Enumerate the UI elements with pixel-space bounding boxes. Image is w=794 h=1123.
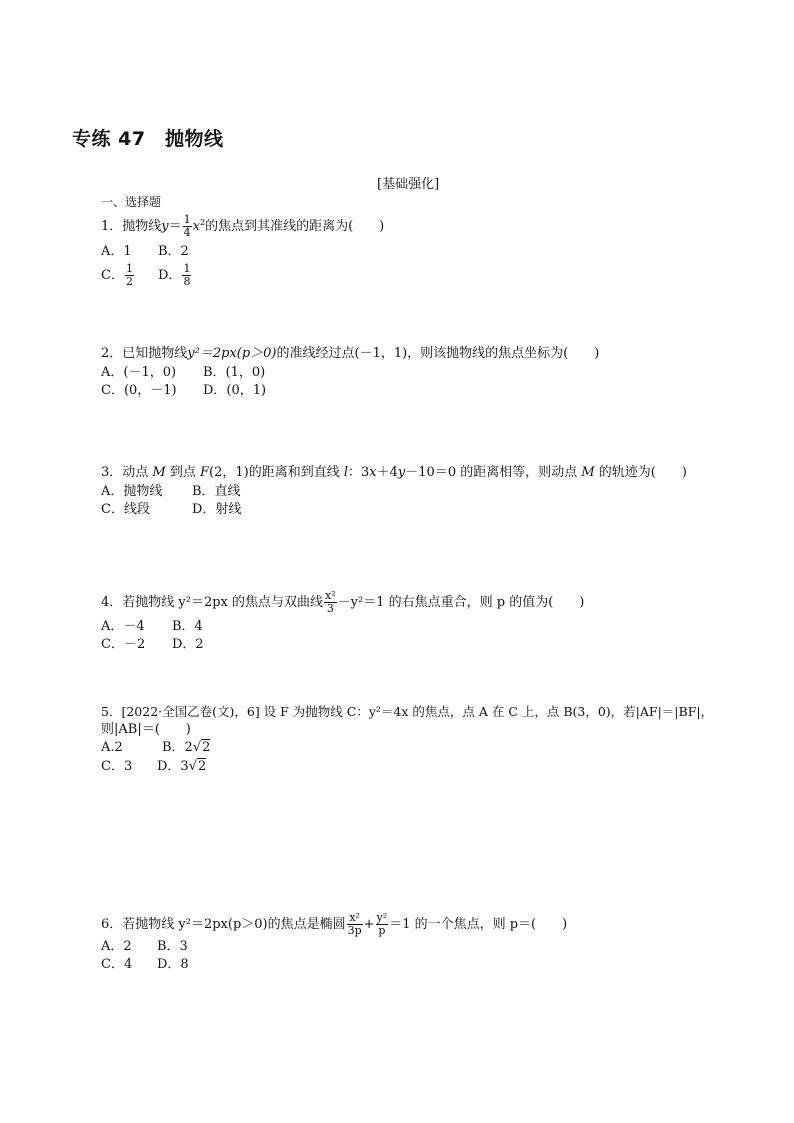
q3-text-a: 3．动点 [101,465,153,480]
q6-option-c: C．4 [101,957,133,972]
q1-exp: 2 [200,218,206,227]
section-label: [基础强化] [377,177,440,192]
q1-option-d-den: 8 [183,275,191,288]
q5-option-c: C．3 [101,759,133,774]
q3-text-f: ＋4 [376,465,398,480]
q1-frac-num: 1 [183,213,191,226]
q3-option-a: A．抛物线 [101,484,163,499]
q4-frac-num: x² [325,589,336,602]
q4-frac-den: 3 [326,602,334,615]
q3-text-c: (2，1)的距离和到直线 [209,465,344,480]
q6-option-b: B．3 [157,939,188,954]
q5-option-d-sqrt: √2 [188,759,207,774]
q2-equation: y²＝2px(p＞0) [187,346,277,361]
q5-option-b [162,739,210,757]
q5-option-b-sqrt: √2 [192,740,211,755]
q3-var-l: l [343,465,349,480]
q6-suffix: ＝1 的一个焦点，则 p＝( ) [389,917,568,932]
q6-option-a: A．2 [101,939,132,954]
q1-x: x [192,219,200,234]
q3-var-x: x [369,465,377,480]
q1-prefix: 1．抛物线 [101,219,162,234]
q3-var-y: y [397,465,406,480]
q1-option-d-frac [182,263,191,288]
q1-option-c-label: C． [101,268,124,283]
q4-option-b: B．4 [172,619,203,634]
q3-option-c: C．线段 [101,502,150,517]
q1-option-d-num: 1 [183,262,191,275]
q4-prefix: 4．若抛物线 y²＝2px 的焦点与双曲线 [101,595,324,610]
question-2 [101,345,599,363]
q2-option-c: C．(0，－1) [101,383,177,398]
q2-option-a: A．(－1，0) [101,365,177,380]
q3-option-b: B．直线 [192,484,241,499]
q4-option-a: A．－4 [101,619,145,634]
q5-option-a: A.2 [101,740,123,755]
q4-fraction [324,590,337,615]
q6-plus: + [363,917,375,932]
q2-prefix: 2．已知抛物线 [101,346,188,361]
question-6 [101,912,567,937]
subsection-heading: 一、选择题 [101,195,162,209]
q6-frac1-num: x² [347,912,363,925]
q3-var-m: M [152,465,166,480]
q1-option-a: A．1 [101,244,132,259]
q3-text-i: 的轨迹为( ) [594,465,687,480]
q4-option-d: D．2 [172,637,204,652]
question-4 [101,590,584,615]
q3-text-h: －10＝0 的距离相等，则动点 [405,465,582,480]
q3-text-d: ：3 [348,465,370,480]
q1-suffix: 的焦点到其准线的距离为( ) [205,219,385,234]
q6-frac2-num: y² [376,911,388,924]
q3-var-m2: M [581,465,595,480]
q2-suffix: 的准线经过点(－1，1)，则该抛物线的焦点坐标为( ) [276,346,600,361]
q2-option-b: B．(1，0) [203,365,266,380]
q3-option-d: D．射线 [192,502,242,517]
q6-frac1-den: 3p [347,924,362,937]
q4-option-c: C．－2 [101,637,146,652]
question-5-line-2: 则|AB|＝( ) [101,722,191,737]
q6-frac2-den: p [378,924,386,937]
q1-fraction [183,214,192,239]
q1-option-c [101,263,135,288]
q6-option-d: D．8 [157,957,189,972]
q1-option-c-num: 1 [125,262,133,275]
page-title: 专练 47 抛物线 [72,128,224,150]
question-1 [101,214,384,239]
q3-text-b: 到点 [165,465,200,480]
q3-var-f: F [199,465,210,480]
q1-frac-den: 4 [183,226,191,239]
q1-eq: ＝ [168,219,182,234]
q5-option-b-rad: 2 [202,740,211,755]
q5-option-d-label: D．3 [157,759,189,774]
q4-suffix: －y²＝1 的右焦点重合，则 p 的值为( ) [337,595,585,610]
q1-option-d-label: D． [158,268,182,283]
question-5-line-1: 5．[2022·全国乙卷(文)，6] 设 F 为抛物线 C：y²＝4x 的焦点，点 A 在 C 上，点 B(3，0)，若|AF|＝|BF|， [101,704,714,719]
q6-prefix: 6．若抛物线 y²＝2px(p＞0)的焦点是椭圆 [101,917,346,932]
q1-option-d [158,263,192,288]
q6-fraction-1 [347,912,363,937]
q1-option-c-den: 2 [125,275,133,288]
q1-var: y [161,219,169,234]
q5-option-d-rad: 2 [198,759,207,774]
q1-option-c-frac [125,263,134,288]
q5-option-b-label: B．2 [162,740,193,755]
question-3 [101,464,687,482]
q2-option-d: D．(0，1) [203,383,267,398]
q6-fraction-2 [376,912,389,937]
q5-option-d [157,758,206,776]
q1-option-b: B．2 [158,244,189,259]
